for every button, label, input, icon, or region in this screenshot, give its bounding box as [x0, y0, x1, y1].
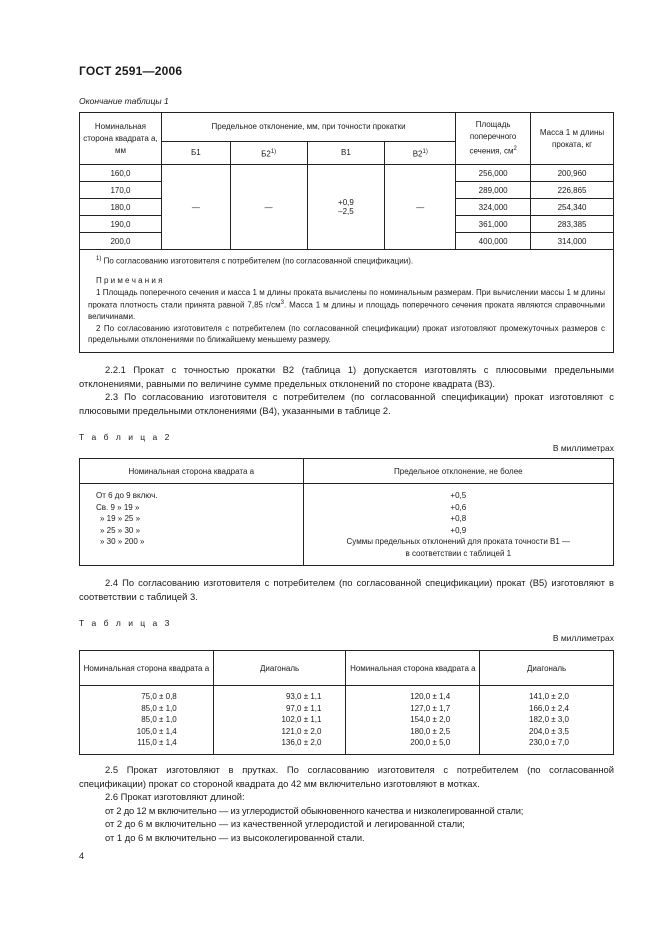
- table-row: 170,0 289,000 226,865: [80, 182, 614, 199]
- t3-col-side-right: Номинальная сторона квадрата a: [346, 651, 480, 686]
- table1-caption: Окончание таблицы 1: [79, 96, 169, 106]
- table2-label: Т а б л и ц а 2: [79, 432, 172, 442]
- t2-col-deviation: Предельное отклонение, не более: [303, 459, 613, 484]
- t3-col-side-left: Номинальная сторона квадрата a: [80, 651, 214, 686]
- table-row: 190,0 361,000 283,385: [80, 216, 614, 233]
- t1-sub-b2: Б2$^{1)}$: [230, 142, 307, 165]
- t2-col-side: Номинальная сторона квадрата a: [80, 459, 304, 484]
- t1-sub-b1: Б1: [161, 142, 230, 165]
- t1-col-side: Номинальная сторона квадрата a, мм: [80, 113, 162, 165]
- table-1: [79, 112, 614, 353]
- t3-left-diags: 93,0 ± 1,1 97,0 ± 1,1 102,0 ± 1,1 121,0 ± 2,0 136,0 ± 2,0: [213, 686, 346, 755]
- table-row: 200,0 400,000 314,000: [80, 233, 614, 250]
- t3-col-diag-left: Диагональ: [213, 651, 346, 686]
- t1-sub-v1: В1: [307, 142, 385, 165]
- note-2: 2 По согласованию изготовителя с потребителем (по согласованной спецификации) прокат изготовляют промежуточных размеров с предельными отклонениями по ближайшему меньшему размеру.: [88, 323, 605, 345]
- paragraph-2-6: 2.6 Прокат изготовляют длиной: от 2 до 12 м включительно — из углеродистой обыкновенного качества и низколегированной стали; от 2 до 6 м включительно — из качественной углеродистой и легированной стали; от 1 до 6 м включительно — из высоколегированной стали.: [79, 790, 614, 844]
- t3-col-diag-right: Диагональ: [480, 651, 614, 686]
- paragraph-2-2-1: 2.2.1 Прокат с точностью прокатки В2 (таблица 1) допускается изготовлять с плюсовыми предельными отклонениями, равными по величине сумме предельных отклонений по стороне квадрата (В3).: [79, 364, 614, 389]
- length-item-2: от 2 до 6 м включительно — из качественной углеродистой и легированной стали;: [105, 818, 465, 829]
- t3-right-sides: 120,0 ± 1,4 127,0 ± 1,7 154,0 ± 2,0 180,0 ± 2,5 200,0 ± 5,0: [346, 686, 480, 755]
- table-3: [79, 650, 614, 755]
- paragraph-2-5: 2.5 Прокат изготовляют в прутках. По согласованию изготовителя с потребителем (по согласованной спецификации) прокат со стороной квадрата до 42 мм включительно изготовляют в мотках.: [79, 764, 614, 789]
- t1-notes: [80, 250, 614, 353]
- t1-col-mass: Масса 1 м длины проката, кг: [531, 113, 614, 165]
- table3-unit: В миллиметрах: [552, 633, 614, 643]
- table2-unit: В миллиметрах: [552, 443, 614, 453]
- length-item-1: от 2 до 12 м включительно — из углеродистой обыкновенного качества и низколегированной стали;: [105, 804, 524, 816]
- paragraph-2-4: 2.4 По согласованию изготовителя с потребителем (по согласованной спецификации) прокат (В5) изготовляют в соответствии с таблицей 3.: [79, 577, 614, 602]
- notes-title: П р и м е ч а н и я: [96, 276, 163, 286]
- t2-ranges: От 6 до 9 включ. Св. 9 » 19 » » 19 » 25 » » 25 » 30 » » 30 » 200 »: [80, 484, 304, 566]
- t1-b1-value: —: [161, 165, 230, 250]
- document-header: ГОСТ 2591—2006: [79, 64, 183, 78]
- t1-v1-value: +0,9 –2,5: [307, 165, 385, 250]
- table3-label: Т а б л и ц а 3: [79, 618, 172, 628]
- t1-col-area: Площадь поперечного сечения, $см^2$: [456, 113, 531, 165]
- table-row: 160,0 — — +0,9 –2,5 — 256,000 200,960: [80, 165, 614, 182]
- t3-left-sides: 75,0 ± 0,8 85,0 ± 1,0 85,0 ± 1,0 105,0 ± 1,4 115,0 ± 1,4: [80, 686, 214, 755]
- paragraph-2-3: 2.3 По согласованию изготовителя с потребителем (по согласованной спецификации) прокат изготовляют с плюсовыми предельными отклонениями (В4), указанными в таблице 2.: [79, 391, 614, 416]
- t1-b2-value: —: [230, 165, 307, 250]
- t1-sub-v2: В2$^{1)}$: [385, 142, 456, 165]
- t1-v2-value: —: [385, 165, 456, 250]
- note-1: 1 Площадь поперечного сечения и масса 1 м длины проката вычислены по номинальным размерам. При вычислении массы 1 м длины проката плотность стали принята равной 7,85 $г/см^3$. Масса 1 м длины и площадь поперечного сечения проката являются справочными величинами.: [88, 287, 605, 322]
- table-2: [79, 458, 614, 566]
- table-row: 180,0 324,000 254,340: [80, 199, 614, 216]
- t1-col-deviation: Предельное отклонение, мм, при точности прокатки: [161, 113, 455, 142]
- t3-right-diags: 141,0 ± 2,0 166,0 ± 2,4 182,0 ± 3,0 204,0 ± 3,5 230,0 ± 7,0: [480, 686, 614, 755]
- page-number: 4: [79, 851, 85, 861]
- t2-deviations: +0,5 +0,6 +0,8 +0,9 Суммы предельных отклонений для проката точности В1 — в соответствии с таблицей 1: [303, 484, 613, 566]
- t1-footnote: $^{1)}$ По согласованию изготовителя с потребителем (по согласованной спецификации).: [96, 256, 414, 266]
- length-item-3: от 1 до 6 м включительно — из высоколегированной стали.: [105, 831, 365, 843]
